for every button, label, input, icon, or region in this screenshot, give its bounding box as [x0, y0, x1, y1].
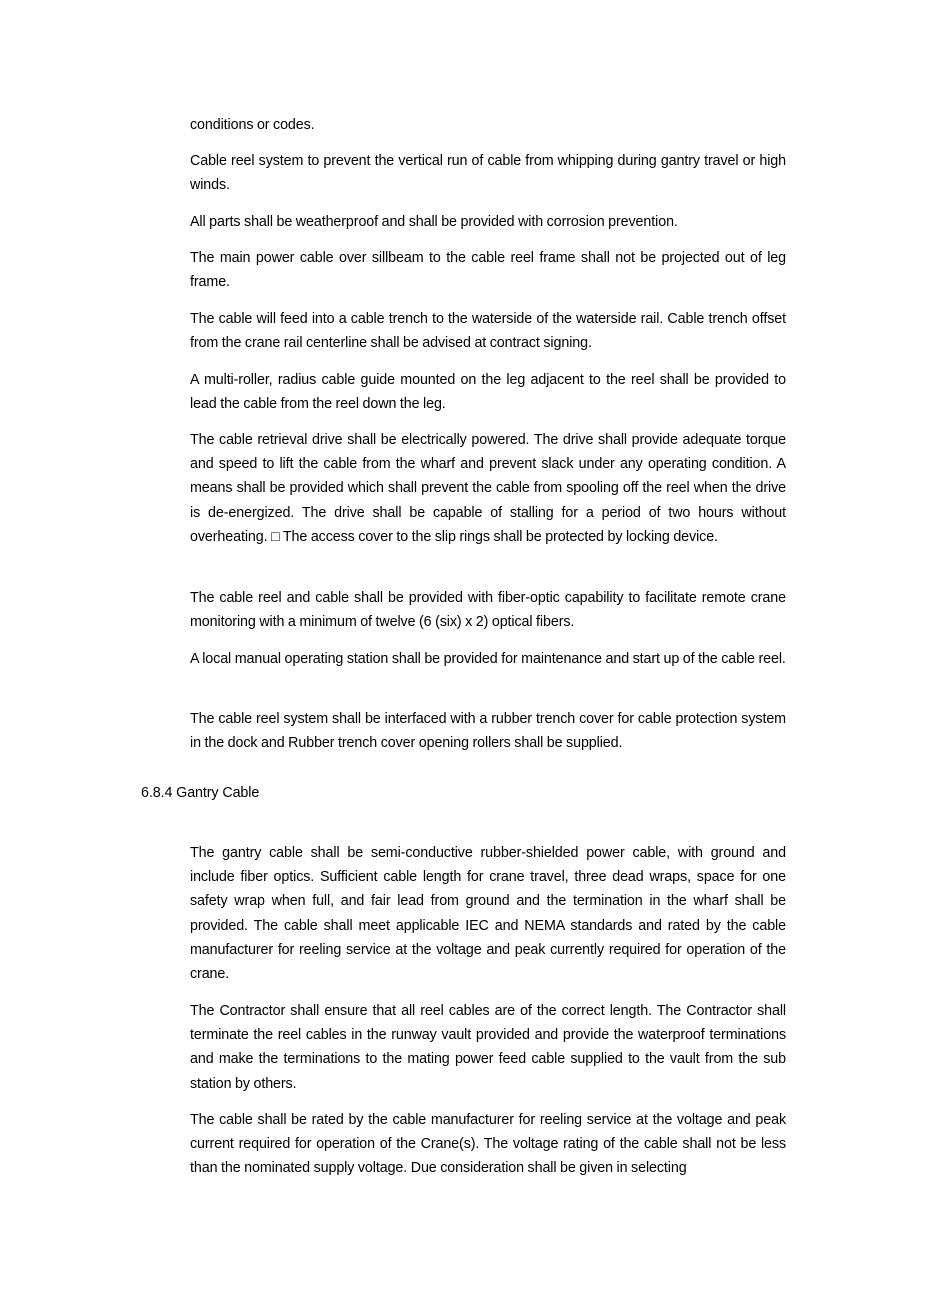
- paragraph-local-operating-station: A local manual operating station shall be provided for maintenance and start up of the cable reel.: [190, 651, 786, 667]
- paragraph-cable-reel-whipping: Cable reel system to prevent the vertical run of cable from whipping during gantry travel or high winds.: [190, 153, 786, 194]
- paragraph-conditions-or-codes: conditions or codes.: [190, 117, 315, 133]
- paragraph-cable-rating: The cable shall be rated by the cable manufacturer for reeling service at the voltage and peak current required for operation of the Crane(s). The voltage rating of the cable shall not be less than the nominated supply voltage. Due consideration shall be given in selecting: [190, 1112, 786, 1177]
- section-heading-gantry-cable: 6.8.4 Gantry Cable: [141, 785, 260, 801]
- paragraph-rubber-trench-cover: The cable reel system shall be interfaced with a rubber trench cover for cable protection system in the dock and Rubber trench cover opening rollers shall be supplied.: [190, 711, 786, 752]
- paragraph-multi-roller-guide: A multi-roller, radius cable guide mounted on the leg adjacent to the reel shall be provided to lead the cable from the reel down the leg.: [190, 372, 786, 413]
- paragraph-weatherproof: All parts shall be weatherproof and shall be provided with corrosion prevention.: [190, 214, 678, 230]
- paragraph-retrieval-drive: The cable retrieval drive shall be electrically powered. The drive shall provide adequate torque and speed to lift the cable from the wharf and prevent slack under any operating condition. A means shall be provided which shall prevent the cable from spooling off the reel when the drive is de-energized. The drive shall be capable of stalling for a period of two hours without overheating. □ The access cover to the slip rings shall be protected by locking device.: [190, 432, 786, 545]
- paragraph-gantry-cable-spec: The gantry cable shall be semi-conductive rubber-shielded power cable, with ground and include fiber optics. Sufficient cable length for crane travel, three dead wraps, space for one safety wrap when full, and fair lead from ground and the termination in the wharf shall be provided. The cable shall meet applicable IEC and NEMA standards and rated by the cable manufacturer for reeling service at the voltage and peak currently required for operation of the crane.: [190, 845, 786, 983]
- paragraph-main-power-cable: The main power cable over sillbeam to the cable reel frame shall not be projected out of leg frame.: [190, 250, 786, 291]
- paragraph-cable-trench: The cable will feed into a cable trench to the waterside of the waterside rail. Cable trench offset from the crane rail centerline shall be advised at contract signing.: [190, 311, 786, 352]
- paragraph-contractor-reel-cables: The Contractor shall ensure that all reel cables are of the correct length. The Contractor shall terminate the reel cables in the runway vault provided and provide the waterproof terminations and make the terminations to the mating power feed cable supplied to the vault from the sub station by others.: [190, 1003, 786, 1092]
- paragraph-fiber-optic: The cable reel and cable shall be provided with fiber-optic capability to facilitate remote crane monitoring with a minimum of twelve (6 (six) x 2) optical fibers.: [190, 590, 786, 631]
